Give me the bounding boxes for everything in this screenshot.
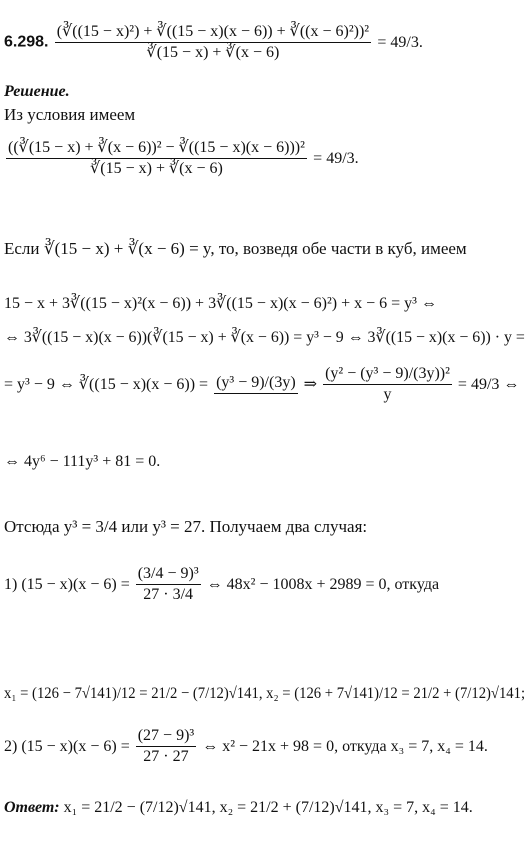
- case-1-numerator: (3/4 − 9)³: [136, 566, 201, 585]
- chain-big-fraction: [323, 366, 452, 403]
- answer-label: Ответ:: [4, 799, 60, 816]
- case-1-right: ⇔ 48x² − 1008x + 2989 = 0, откуда: [206, 575, 440, 593]
- problem-denominator: ∛(15 − x) + ∛(x − 6): [146, 44, 280, 61]
- problem-fraction: [55, 24, 371, 61]
- case-2-denominator: 27 · 27: [143, 748, 189, 765]
- answer: [4, 800, 473, 816]
- chain-line-3-fraction: [214, 375, 298, 394]
- chain-line-3-left: = y³ − 9 ⇔ ∛((15 − x)(x − 6)) =: [4, 375, 209, 393]
- case-1: [4, 566, 439, 603]
- chain-big-numerator: (y² − (y³ − 9)/(3y))²: [323, 366, 452, 385]
- case-1-left: 1) (15 − x)(x − 6) =: [4, 575, 130, 593]
- solution-heading: Решение.: [4, 83, 70, 100]
- problem-number: 6.298.: [4, 33, 49, 51]
- case-2: [4, 728, 488, 765]
- chain-line-3: [4, 366, 519, 403]
- chain-big-denominator: y: [383, 386, 392, 403]
- chain-line-3-right: = 49/3 ⇔: [457, 375, 520, 393]
- roots-text: Отсюда y³ = 3/4 или y³ = 27. Получаем два случая:: [4, 517, 368, 536]
- case-2-left: 2) (15 − x)(x − 6) =: [4, 737, 130, 755]
- restated-denominator: ∛(15 − x) + ∛(x − 6): [90, 160, 223, 177]
- restated-numerator: ((∛(15 − x) + ∛(x − 6))² − ∛((15 − x)(x − 6)))²: [6, 140, 307, 159]
- chain-line-4: ⇔ 4y⁶ − 111y³ + 81 = 0.: [4, 453, 161, 470]
- case-1-denominator: 27 · 3/4: [143, 586, 194, 603]
- problem-numerator: (∛((15 − x)²) + ∛((15 − x)(x − 6)) + ∛((x − 6)²))²: [55, 24, 371, 43]
- case-2-fraction: [136, 728, 196, 765]
- restated-rhs: = 49/3.: [313, 149, 359, 167]
- restated-fraction: [6, 140, 307, 177]
- problem-rhs: = 49/3.: [377, 33, 423, 51]
- case-2-numerator: (27 − 9)³: [136, 728, 196, 747]
- case-2-right: ⇔ x² − 21x + 98 = 0, откуда x₃ = 7, x₄ = 14.: [202, 737, 488, 755]
- chain-line-1: 15 − x + 3∛((15 − x)²(x − 6)) + 3∛((15 − x)(x − 6)²) + x − 6 = y³ ⇔: [4, 295, 437, 312]
- chain-fraction-value: (y³ − 9)/(3y): [214, 375, 298, 394]
- substitution-text: Если ∛(15 − x) + ∛(x − 6) = y, то, возведя обе части в куб, имеем: [4, 239, 467, 258]
- chain-implies: ⇒: [303, 375, 318, 393]
- chain-line-2: ⇔ 3∛((15 − x)(x − 6))(∛(15 − x) + ∛(x − 6)) = y³ − 9 ⇔ 3∛((15 − x)(x − 6)) · y =: [4, 329, 525, 346]
- roots-x1-x2: x₁ = (126 − 7√141)/12 = 21/2 − (7/12)√141, x₂ = (126 + 7√141)/12 = 21/2 + (7/12)√141;: [4, 685, 526, 702]
- intro-text: Из условия имеем: [4, 105, 136, 124]
- problem-block: [4, 24, 423, 61]
- restated-equation: [4, 140, 359, 177]
- answer-text: x₁ = 21/2 − (7/12)√141, x₂ = 21/2 + (7/12)√141, x₃ = 7, x₄ = 14.: [63, 799, 473, 816]
- case-1-fraction: [136, 566, 201, 603]
